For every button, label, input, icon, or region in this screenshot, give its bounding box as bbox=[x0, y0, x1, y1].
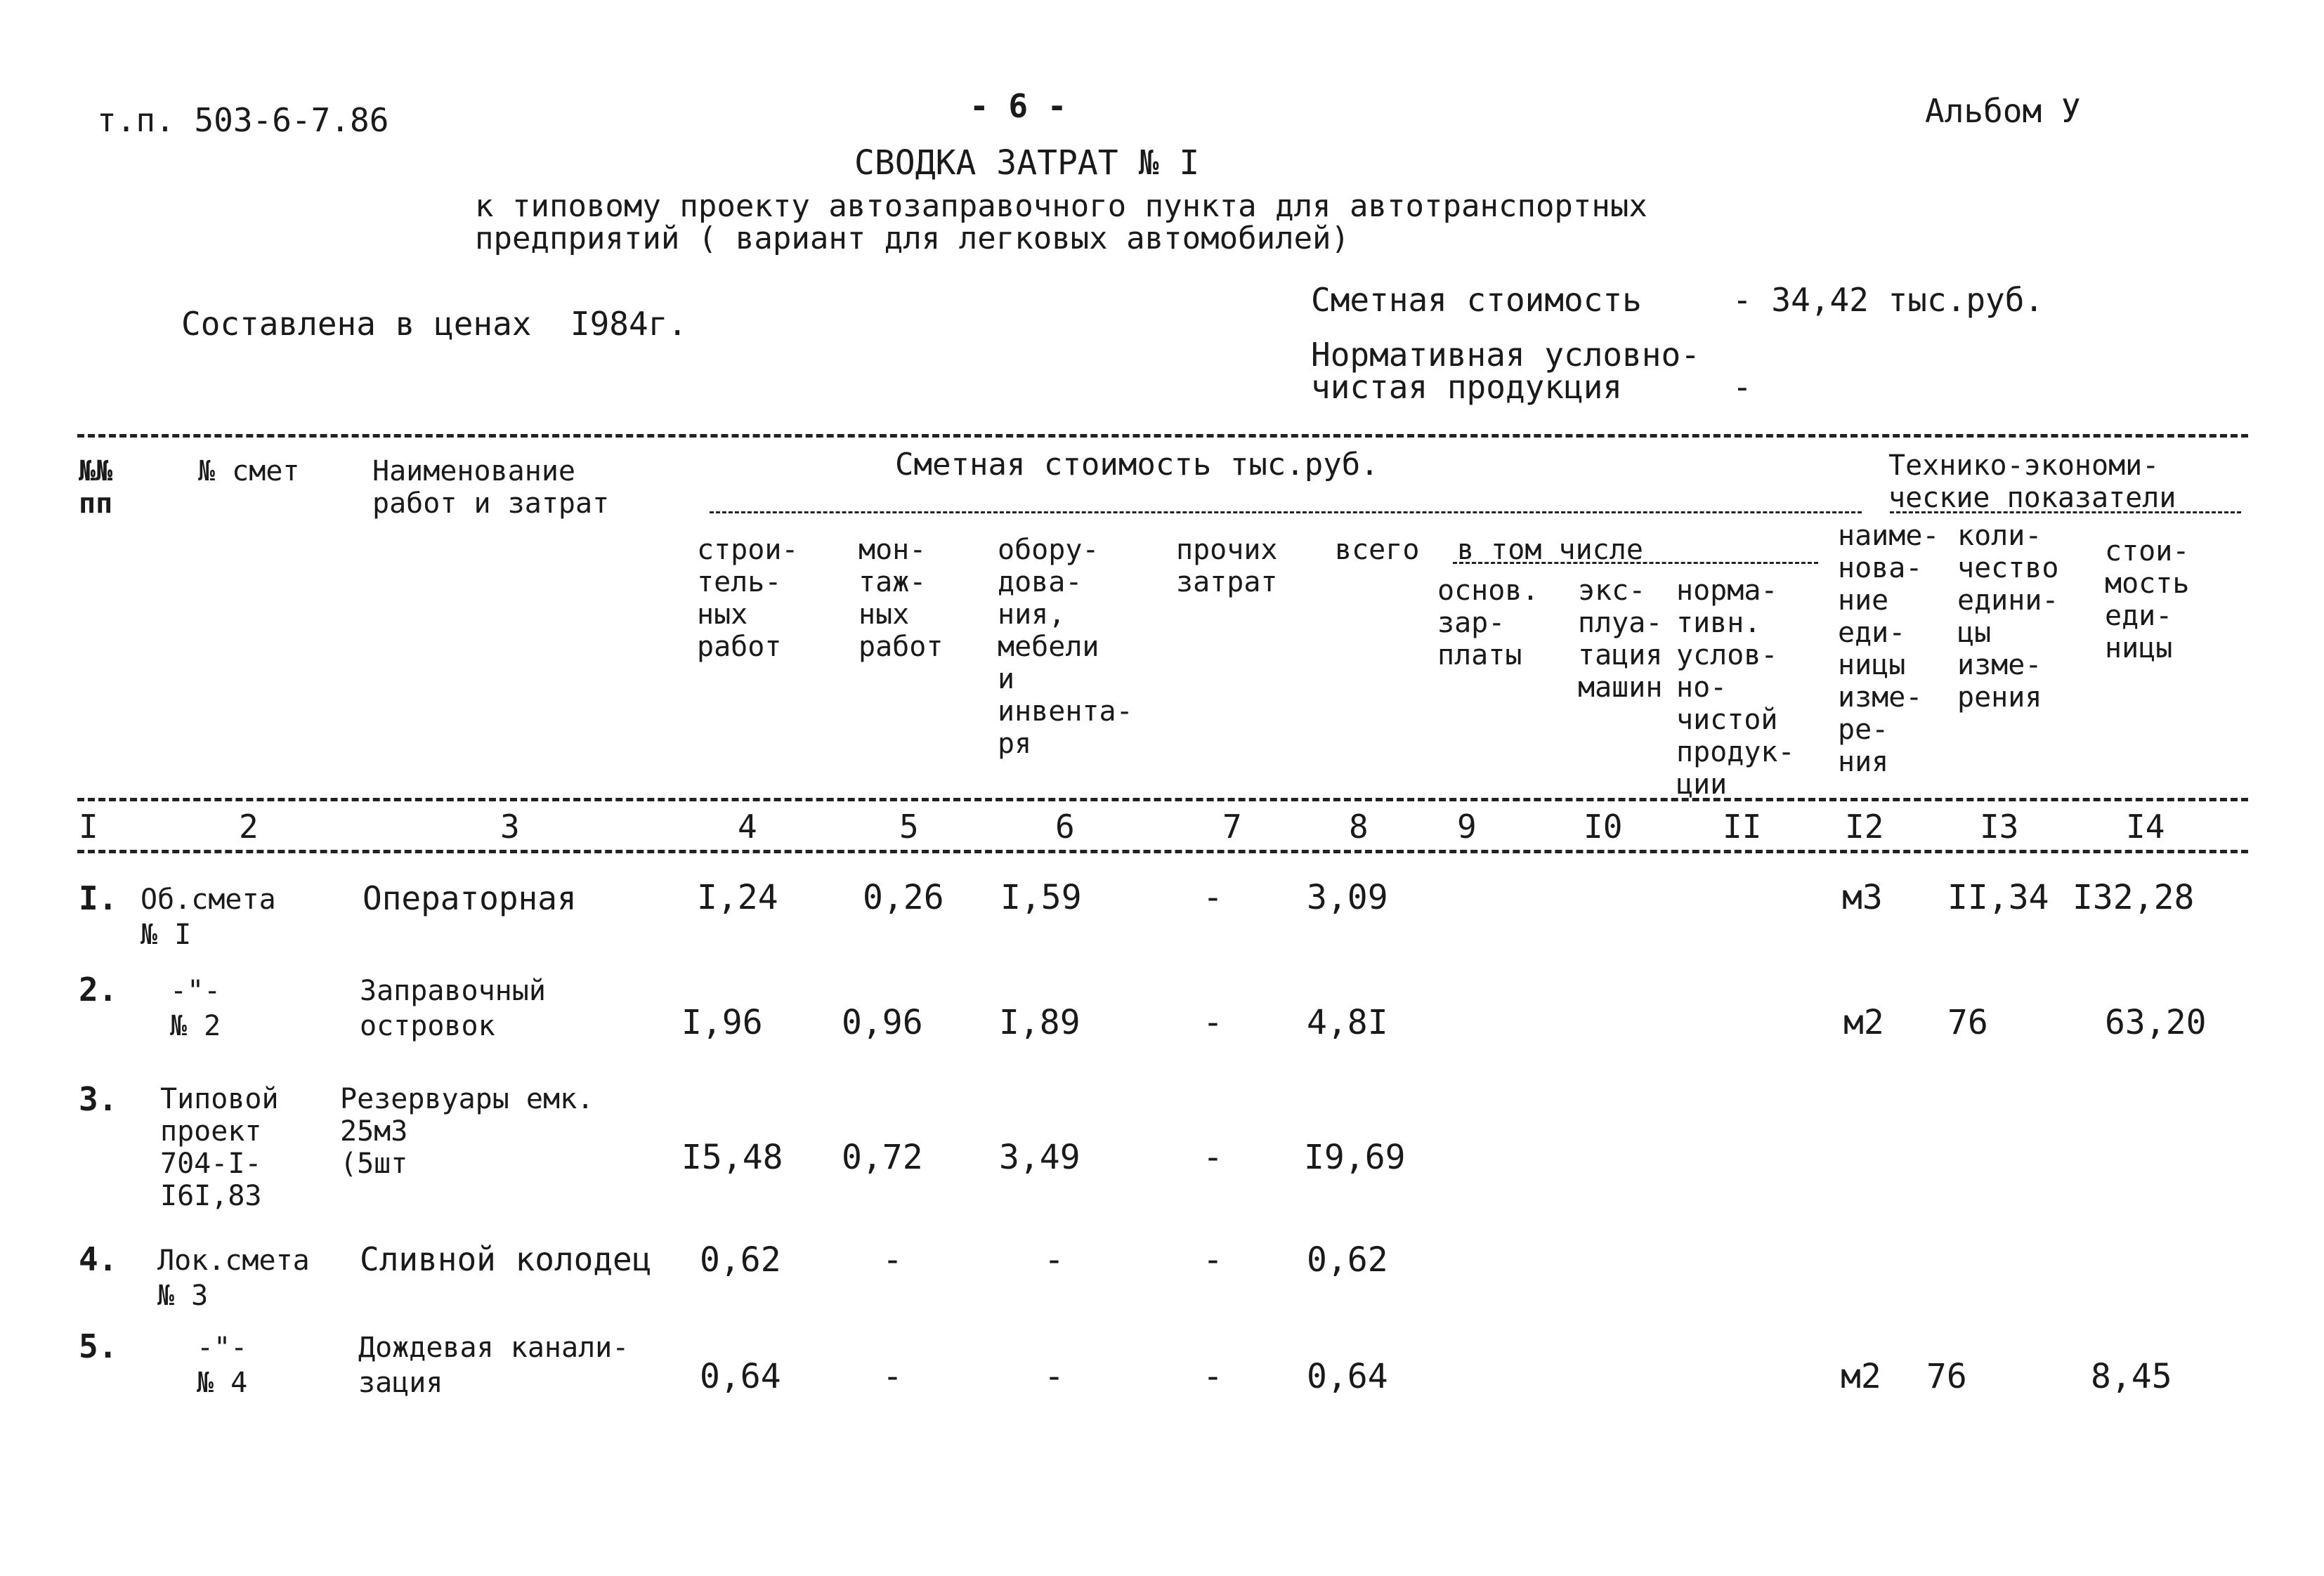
header-bottom-rule bbox=[77, 798, 2248, 801]
row-total: 0,64 bbox=[1307, 1357, 1388, 1396]
row-other: - bbox=[1203, 1240, 1223, 1280]
summary-subtitle-line2: предприятий ( вариант для легковых автомобилей) bbox=[475, 221, 1350, 256]
row-construction: I,96 bbox=[681, 1003, 763, 1042]
column-number: 2 bbox=[239, 808, 259, 846]
row-other: - bbox=[1203, 1003, 1223, 1042]
column-number: I bbox=[79, 808, 98, 846]
summary-subtitle-line1: к типовому проекту автозаправочного пункта для автотранспортных bbox=[475, 188, 1647, 224]
row-total: 0,62 bbox=[1307, 1240, 1388, 1280]
row-estimate: Типовой проект 704-I- I6I,83 bbox=[160, 1083, 279, 1212]
estimated-cost-value: - 34,42 тыс.руб. bbox=[1732, 281, 2044, 319]
row-estimate: Лок.смета № 3 bbox=[157, 1245, 310, 1312]
row-total: I9,69 bbox=[1304, 1138, 1406, 1177]
header-tech-economic-group: Технико-экономи- ческие показатели bbox=[1888, 449, 2176, 514]
row-work-name: Дождевая канали- зация bbox=[358, 1332, 629, 1399]
row-installation: - bbox=[882, 1357, 903, 1396]
row-other: - bbox=[1203, 878, 1223, 917]
header-normative-net-product: норма- тивн. услов- но- чистой продук- ции bbox=[1676, 574, 1795, 801]
estimated-cost-label: Сметная стоимость bbox=[1311, 281, 1642, 319]
row-unit: м3 bbox=[1842, 878, 1883, 917]
row-equipment: 3,49 bbox=[999, 1138, 1081, 1177]
row-work-name: Заправочный островок bbox=[360, 975, 546, 1042]
column-number: 7 bbox=[1222, 808, 1242, 846]
header-row-number: №№ пп bbox=[79, 455, 113, 520]
header-installation-works: мон- таж- ных работ bbox=[859, 534, 944, 663]
row-unit: м2 bbox=[1843, 1003, 1884, 1042]
cost-group-rule bbox=[710, 511, 1862, 513]
row-construction: 0,62 bbox=[700, 1240, 781, 1280]
header-basic-wages: основ. зар- платы bbox=[1437, 574, 1539, 671]
column-number: I4 bbox=[2126, 808, 2165, 846]
row-total: 4,8I bbox=[1307, 1003, 1388, 1042]
header-work-name: Наименование работ и затрат bbox=[372, 455, 610, 520]
row-equipment: I,89 bbox=[999, 1003, 1081, 1042]
column-number: 9 bbox=[1457, 808, 1477, 846]
header-total: всего bbox=[1335, 534, 1420, 566]
column-number-rule bbox=[77, 850, 2248, 853]
row-estimate: Об.смета № I bbox=[141, 884, 276, 951]
summary-title: СВОДКА ЗАТРАТ № I bbox=[854, 143, 1200, 183]
row-work-name: Резервуары емк. 25м3 (5шт bbox=[340, 1083, 594, 1180]
header-machine-operation: экс- плуа- тация машин bbox=[1578, 574, 1663, 704]
row-estimate: -"- № 4 bbox=[197, 1332, 248, 1399]
row-installation: 0,72 bbox=[842, 1138, 923, 1177]
row-construction: 0,64 bbox=[700, 1357, 781, 1396]
normative-product-value: - bbox=[1732, 368, 1752, 406]
row-equipment: - bbox=[1044, 1240, 1064, 1280]
row-installation: - bbox=[882, 1240, 903, 1280]
normative-product-label-line1: Нормативная условно- bbox=[1311, 336, 1700, 374]
row-total: 3,09 bbox=[1307, 878, 1388, 917]
row-unit-cost: 8,45 bbox=[2091, 1357, 2172, 1396]
row-unit: м2 bbox=[1841, 1357, 1881, 1396]
row-estimate: -"- № 2 bbox=[170, 975, 221, 1042]
header-unit-cost: стои- мость еди- ницы bbox=[2105, 535, 2190, 664]
row-unit-cost: I32,28 bbox=[2072, 878, 2195, 917]
column-number: I0 bbox=[1584, 808, 1623, 846]
table-top-rule bbox=[77, 434, 2248, 438]
row-construction: I,24 bbox=[697, 878, 778, 917]
row-number: 2. bbox=[79, 971, 118, 1009]
header-construction-works: строи- тель- ных работ bbox=[697, 534, 799, 663]
column-number: I2 bbox=[1845, 808, 1884, 846]
column-number: I3 bbox=[1980, 808, 2019, 846]
row-other: - bbox=[1203, 1357, 1223, 1396]
column-number: 4 bbox=[738, 808, 757, 846]
row-equipment: I,59 bbox=[1000, 878, 1082, 917]
normative-product-label-line2: чистая продукция bbox=[1311, 368, 1623, 406]
header-including-subgroup: в том числе bbox=[1457, 534, 1643, 566]
row-unit-cost: 63,20 bbox=[2105, 1003, 2207, 1042]
row-installation: 0,26 bbox=[863, 878, 944, 917]
row-work-name: Операторная bbox=[363, 879, 577, 917]
row-equipment: - bbox=[1044, 1357, 1064, 1396]
row-installation: 0,96 bbox=[842, 1003, 923, 1042]
row-quantity: II,34 bbox=[1947, 878, 2049, 917]
column-number: 5 bbox=[899, 808, 919, 846]
row-number: 5. bbox=[79, 1327, 118, 1365]
row-work-name: Сливной колодец bbox=[360, 1240, 652, 1278]
header-unit-name: наиме- нова- ние еди- ницы изме- ре- ния bbox=[1838, 520, 1940, 778]
column-number: II bbox=[1723, 808, 1762, 846]
column-number: 8 bbox=[1349, 808, 1369, 846]
row-quantity: 76 bbox=[1926, 1357, 1967, 1396]
document-code: т.п. 503-6-7.86 bbox=[97, 101, 389, 139]
row-construction: I5,48 bbox=[681, 1138, 783, 1177]
header-other-costs: прочих затрат bbox=[1176, 534, 1278, 598]
row-number: 4. bbox=[79, 1240, 118, 1278]
prices-note: Составлена в ценах I984г. bbox=[181, 305, 688, 343]
header-equipment: обору- дова- ния, мебели и инвента- ря bbox=[998, 534, 1133, 760]
page-number: - 6 - bbox=[970, 87, 1067, 125]
album-label: Альбом У bbox=[1925, 92, 2081, 130]
row-other: - bbox=[1203, 1138, 1223, 1177]
row-number: I. bbox=[79, 879, 118, 917]
column-number: 3 bbox=[500, 808, 520, 846]
header-estimate-number: № смет bbox=[198, 455, 300, 487]
header-unit-quantity: коли- чество едини- цы изме- рения bbox=[1957, 520, 2059, 714]
row-number: 3. bbox=[79, 1080, 118, 1118]
row-quantity: 76 bbox=[1947, 1003, 1988, 1042]
column-number: 6 bbox=[1055, 808, 1075, 846]
header-estimated-cost-group: Сметная стоимость тыс.руб. bbox=[895, 447, 1379, 482]
